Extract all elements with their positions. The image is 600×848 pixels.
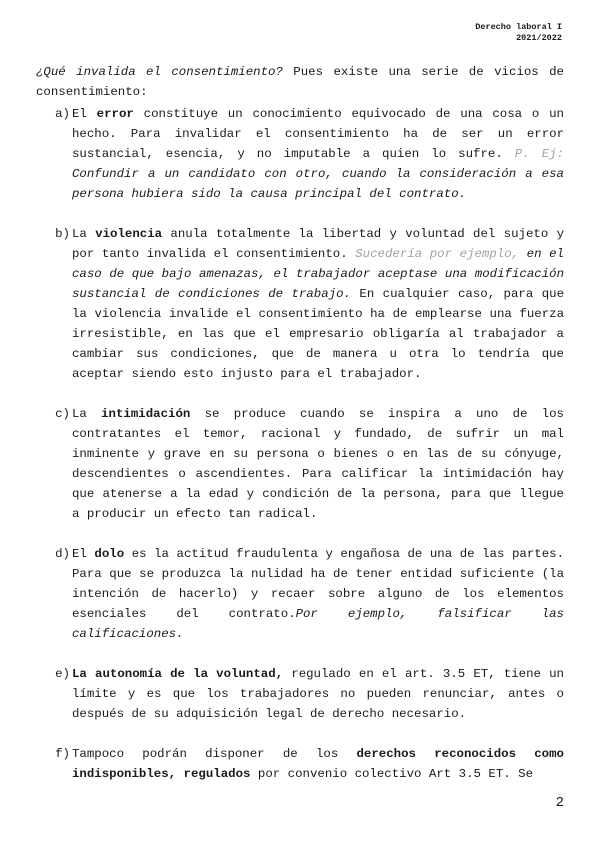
text-run: por convenio colectivo Art 3.5 ET. Se (250, 767, 534, 781)
academic-year: 2021/2022 (516, 33, 562, 43)
page-header (475, 22, 562, 44)
text-run: regulado en el art. 3.5 ET, tiene un límite y es que los trabajadores no pueden renunciar, antes o después de su adquisición legal de derecho necesario. (72, 667, 564, 721)
example-text: Por ejemplo, falsificar las calificaciones. (72, 607, 564, 641)
text-run: constituye un conocimiento equivocado de una cosa o un hecho. Para invalidar el consentimiento ha de ser un error sustancial, esencia, y no imputable a quien lo sufre. (72, 107, 564, 161)
intro-question: ¿Qué invalida el consentimiento? (36, 65, 283, 79)
bold-term: error (96, 107, 134, 121)
bold-term: dolo (94, 547, 125, 561)
text-run: La (72, 227, 96, 241)
list-item-letter: d) (55, 547, 70, 561)
example-text: Confundir a un candidato con otro, cuando la consideración a esa persona hubiera sido la causa principal del contrato. (72, 167, 564, 201)
page-number: 2 (555, 795, 564, 811)
bold-term: derechos reconocidos como indisponibles, regulados (72, 747, 564, 781)
list-item (36, 404, 564, 524)
intro-paragraph (36, 62, 564, 102)
list-item-letter: f) (55, 747, 70, 761)
text-run: El (72, 107, 97, 121)
list-item (36, 544, 564, 644)
list-item-letter: b) (55, 227, 70, 241)
list-item (36, 104, 564, 204)
example-text: P. Ej: (514, 147, 564, 161)
example-text: en el caso de que bajo amenazas, el trabajador aceptase una modificación sustancial de condiciones de trabajo. (72, 247, 564, 301)
text-run: se produce cuando se inspira a uno de los contratantes el temor, racional y fundado, de sufrir un mal inminente y grave en su persona o bienes o en las de su cónyuge, descendientes o ascendientes. Para calificar la intimidación hay que atenerse a la edad y condición de la persona, para que llegue a producir un efecto tan radical. (72, 407, 564, 521)
text-run: El (72, 547, 95, 561)
bold-term: La autonomía de la voluntad, (72, 667, 284, 681)
list-item-text (72, 224, 564, 384)
example-text: Sucedería por ejemplo, (355, 247, 520, 261)
document-body (36, 62, 564, 804)
intro-text: Pues existe una serie de vicios de consentimiento: (36, 65, 564, 99)
text-run: es la actitud fraudulenta y engañosa de una de las partes. Para que se produzca la nulidad ha de tener entidad suficiente (la intención de hacerlo) y recaer sobre alguno de los elementos esenciales del contrato. (72, 547, 565, 621)
list-item-text (72, 104, 564, 204)
list-item (36, 744, 564, 784)
list-item (36, 224, 564, 384)
list-item-letter: c) (55, 407, 70, 421)
list-item-text (72, 664, 564, 724)
list-item-text (72, 544, 564, 644)
list-item-text (72, 744, 564, 784)
list-item-text (72, 404, 564, 524)
list-item (36, 664, 564, 724)
vices-list (36, 104, 564, 784)
bold-term: violencia (95, 227, 163, 241)
text-run: anula totalmente la libertad y voluntad del sujeto y por tanto invalida el consentimiento. (72, 227, 565, 261)
text-run: En cualquier caso, para que la violencia invalide el consentimiento ha de emplearse una fuerza irresistible, en las que el empresario obligaría al trabajador a cambiar sus condiciones, que de manera u otra lo tendría que aceptar siendo esto injusto para el trabajador. (72, 287, 564, 381)
text-run: Tampoco podrán disponer de los (72, 747, 357, 761)
list-item-letter: e) (55, 667, 70, 681)
bold-term: intimidación (101, 407, 191, 421)
text-run: La (72, 407, 102, 421)
course-title: Derecho laboral I (475, 22, 562, 32)
list-item-letter: a) (55, 107, 70, 121)
